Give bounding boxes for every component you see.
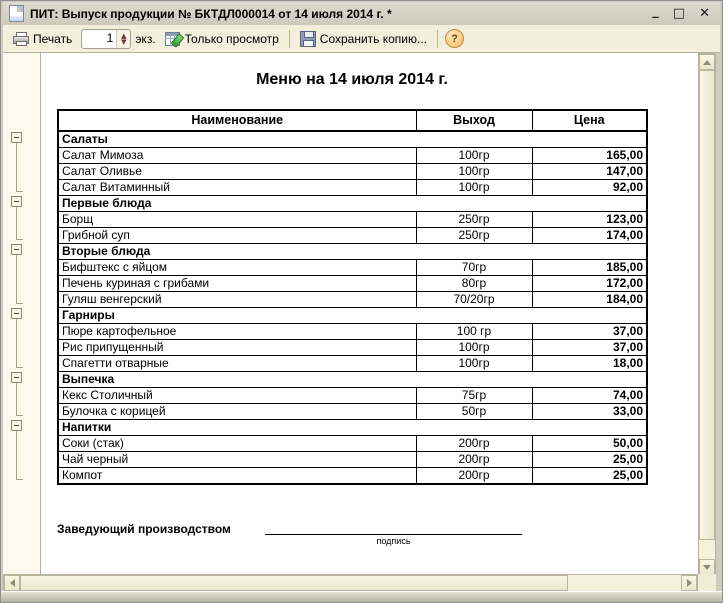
item-price: 165,00 (532, 148, 647, 164)
item-price: 74,00 (532, 388, 647, 404)
item-price: 25,00 (532, 468, 647, 485)
collapse-group-button[interactable] (11, 372, 22, 383)
table-row (58, 436, 647, 452)
collapse-group-button[interactable] (11, 308, 22, 319)
toolbar-separator (289, 30, 290, 48)
table-row (58, 292, 647, 308)
print-button-label: Печать (33, 31, 73, 46)
table-row (58, 260, 647, 276)
item-price: 33,00 (532, 404, 647, 420)
arrow-down-icon (703, 565, 711, 570)
collapse-group-button[interactable] (11, 196, 22, 207)
item-name: Грибной суп (58, 228, 416, 244)
item-name: Чай черный (58, 452, 416, 468)
view-only-icon (165, 32, 181, 46)
item-price: 37,00 (532, 340, 647, 356)
item-price: 185,00 (532, 260, 647, 276)
spinner-up-icon[interactable]: ▲ (121, 31, 127, 40)
table-row (58, 180, 647, 196)
item-output: 50гр (416, 404, 532, 420)
column-header-output: Выход (416, 110, 532, 131)
item-price: 174,00 (532, 228, 647, 244)
arrow-left-icon (10, 579, 15, 587)
section-row (58, 196, 647, 212)
title-bar (3, 2, 720, 25)
item-output: 250гр (416, 228, 532, 244)
collapse-group-button[interactable] (11, 420, 22, 431)
item-price: 18,00 (532, 356, 647, 372)
item-output: 100гр (416, 356, 532, 372)
table-row (58, 356, 647, 372)
group-bracket-line (16, 431, 23, 480)
vertical-scroll-thumb[interactable] (699, 70, 715, 540)
save-copy-label: Сохранить копию... (319, 31, 428, 46)
signature-caption: подпись (376, 536, 411, 546)
menu-table (57, 109, 648, 485)
table-row (58, 148, 647, 164)
item-output: 70/20гр (416, 292, 532, 308)
item-price: 92,00 (532, 180, 647, 196)
copies-spinner-arrows[interactable] (116, 30, 130, 48)
scrollbar-corner (698, 574, 716, 592)
item-name: Печень куриная с грибами (58, 276, 416, 292)
window-title: ПИТ: Выпуск продукции № БКТДЛ000014 от 14 июля 2014 г. * (30, 6, 392, 21)
item-output: 200гр (416, 436, 532, 452)
scroll-down-button[interactable] (699, 559, 715, 575)
item-price: 172,00 (532, 276, 647, 292)
window-bottom-frame (1, 591, 722, 602)
section-name: Салаты (58, 131, 647, 148)
close-button[interactable]: ✕ (699, 5, 710, 21)
view-only-toggle[interactable] (160, 29, 284, 49)
item-price: 25,00 (532, 452, 647, 468)
section-name: Вторые блюда (58, 244, 647, 260)
menu-table-body (58, 131, 647, 484)
section-row (58, 244, 647, 260)
item-name: Кекс Столичный (58, 388, 416, 404)
copies-input[interactable]: 1 (106, 30, 114, 45)
section-row (58, 131, 647, 148)
horizontal-scroll-thumb[interactable] (20, 575, 568, 591)
table-row (58, 228, 647, 244)
toolbar-separator (437, 30, 438, 48)
signature-line (265, 521, 522, 535)
item-output: 200гр (416, 468, 532, 485)
item-output: 100гр (416, 148, 532, 164)
horizontal-scrollbar[interactable] (3, 574, 698, 592)
column-header-price: Цена (532, 110, 647, 131)
item-price: 147,00 (532, 164, 647, 180)
item-output: 100гр (416, 180, 532, 196)
item-name: Борщ (58, 212, 416, 228)
scroll-up-button[interactable] (699, 54, 715, 70)
section-row (58, 420, 647, 436)
collapse-group-button[interactable] (11, 132, 22, 143)
item-name: Гуляш венгерский (58, 292, 416, 308)
printer-icon (13, 32, 29, 45)
save-copy-button[interactable] (295, 28, 432, 50)
item-name: Салат Оливье (58, 164, 416, 180)
table-header-row (58, 110, 647, 131)
table-row (58, 164, 647, 180)
group-bracket-line (16, 383, 23, 416)
floppy-disk-icon (300, 31, 316, 47)
maximize-button[interactable]: □ (672, 5, 686, 21)
group-bracket-line (16, 207, 23, 240)
table-row (58, 404, 647, 420)
table-row (58, 340, 647, 356)
item-name: Салат Витаминный (58, 180, 416, 196)
row-grouping-margin (3, 53, 41, 576)
item-price: 37,00 (532, 324, 647, 340)
item-name: Булочка с корицей (58, 404, 416, 420)
item-name: Пюре картофельное (58, 324, 416, 340)
section-name: Выпечка (58, 372, 647, 388)
help-button[interactable]: ? (445, 29, 464, 48)
item-output: 75гр (416, 388, 532, 404)
arrow-up-icon (703, 60, 711, 65)
group-bracket-line (16, 319, 23, 368)
scroll-left-button[interactable] (4, 575, 20, 591)
item-output: 80гр (416, 276, 532, 292)
spinner-down-icon[interactable]: ▼ (121, 37, 127, 46)
item-price: 123,00 (532, 212, 647, 228)
window-controls (652, 3, 710, 21)
copies-spinner[interactable] (81, 29, 131, 49)
table-row (58, 468, 647, 485)
section-row (58, 372, 647, 388)
arrow-right-icon (687, 579, 692, 587)
group-bracket-line (16, 255, 23, 304)
item-name: Компот (58, 468, 416, 485)
group-bracket-line (16, 143, 23, 192)
table-row (58, 388, 647, 404)
item-name: Салат Мимоза (58, 148, 416, 164)
item-output: 100гр (416, 340, 532, 356)
item-output: 250гр (416, 212, 532, 228)
section-row (58, 308, 647, 324)
item-output: 100гр (416, 164, 532, 180)
table-row (58, 212, 647, 228)
toolbar (3, 25, 720, 53)
section-name: Первые блюда (58, 196, 647, 212)
scroll-right-button[interactable] (681, 575, 697, 591)
item-name: Бифштекс с яйцом (58, 260, 416, 276)
document-title: Меню на 14 июля 2014 г. (256, 71, 448, 88)
view-only-label: Только просмотр (184, 31, 279, 46)
table-row (58, 324, 647, 340)
item-name: Рис припущенный (58, 340, 416, 356)
section-name: Гарниры (58, 308, 647, 324)
document-icon (9, 5, 24, 22)
signature-label: Заведующий производством (57, 522, 231, 536)
item-price: 184,00 (532, 292, 647, 308)
item-name: Соки (стак) (58, 436, 416, 452)
item-output: 200гр (416, 452, 532, 468)
item-output: 70гр (416, 260, 532, 276)
print-button[interactable] (8, 29, 77, 49)
column-header-name: Наименование (58, 110, 416, 131)
section-name: Напитки (58, 420, 647, 436)
table-row (58, 452, 647, 468)
minimize-button[interactable]: _ (652, 3, 659, 19)
collapse-group-button[interactable] (11, 244, 22, 255)
copies-unit-label: экз. (135, 31, 156, 46)
item-name: Спагетти отварные (58, 356, 416, 372)
item-price: 50,00 (532, 436, 647, 452)
vertical-scrollbar[interactable] (698, 53, 716, 576)
item-output: 100 гр (416, 324, 532, 340)
table-row (58, 276, 647, 292)
print-preview-area (3, 53, 700, 576)
